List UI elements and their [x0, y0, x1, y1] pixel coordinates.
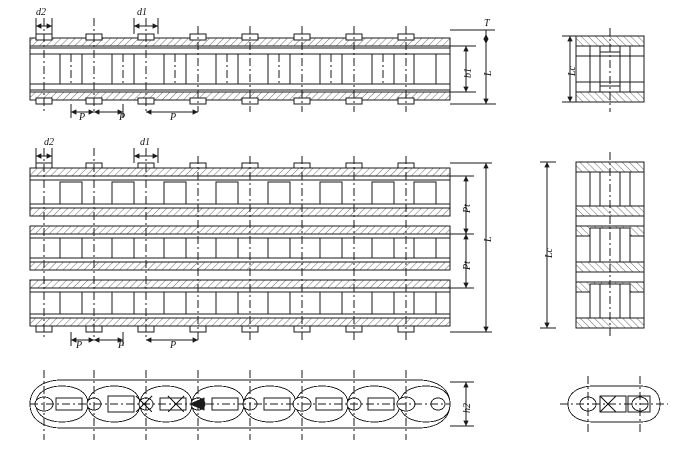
label-Pt-mid-2: Pt	[462, 261, 473, 270]
label-h2-bottom: h2	[462, 403, 473, 413]
view-single-strand-side	[30, 18, 496, 118]
label-d1-mid: d1	[140, 137, 150, 148]
label-Pt-mid-1: Pt	[462, 204, 473, 213]
label-P-top-3: P	[170, 112, 177, 123]
label-Lc-top-right: Lc	[567, 66, 578, 76]
label-T-top: T	[484, 18, 490, 29]
view-triple-strand-side	[30, 148, 492, 346]
label-P-mid-2: P	[118, 340, 125, 351]
label-Lc-mid-right: Lc	[544, 248, 555, 258]
label-P-mid-3: P	[170, 340, 177, 351]
view-plan-end	[560, 376, 668, 434]
label-L-top: L	[483, 70, 494, 76]
label-d1-top: d1	[137, 7, 147, 18]
label-L-mid: L	[483, 236, 494, 242]
label-d2-mid: d2	[44, 137, 54, 148]
view-single-strand-plan	[30, 370, 474, 440]
label-d2-top: d2	[36, 7, 46, 18]
label-b1-top: b1	[463, 68, 474, 78]
view-triple-strand-end	[540, 152, 644, 338]
label-P-top-1: P	[79, 112, 86, 123]
label-P-top-2: P	[119, 112, 126, 123]
label-P-mid-1: P	[76, 340, 83, 351]
